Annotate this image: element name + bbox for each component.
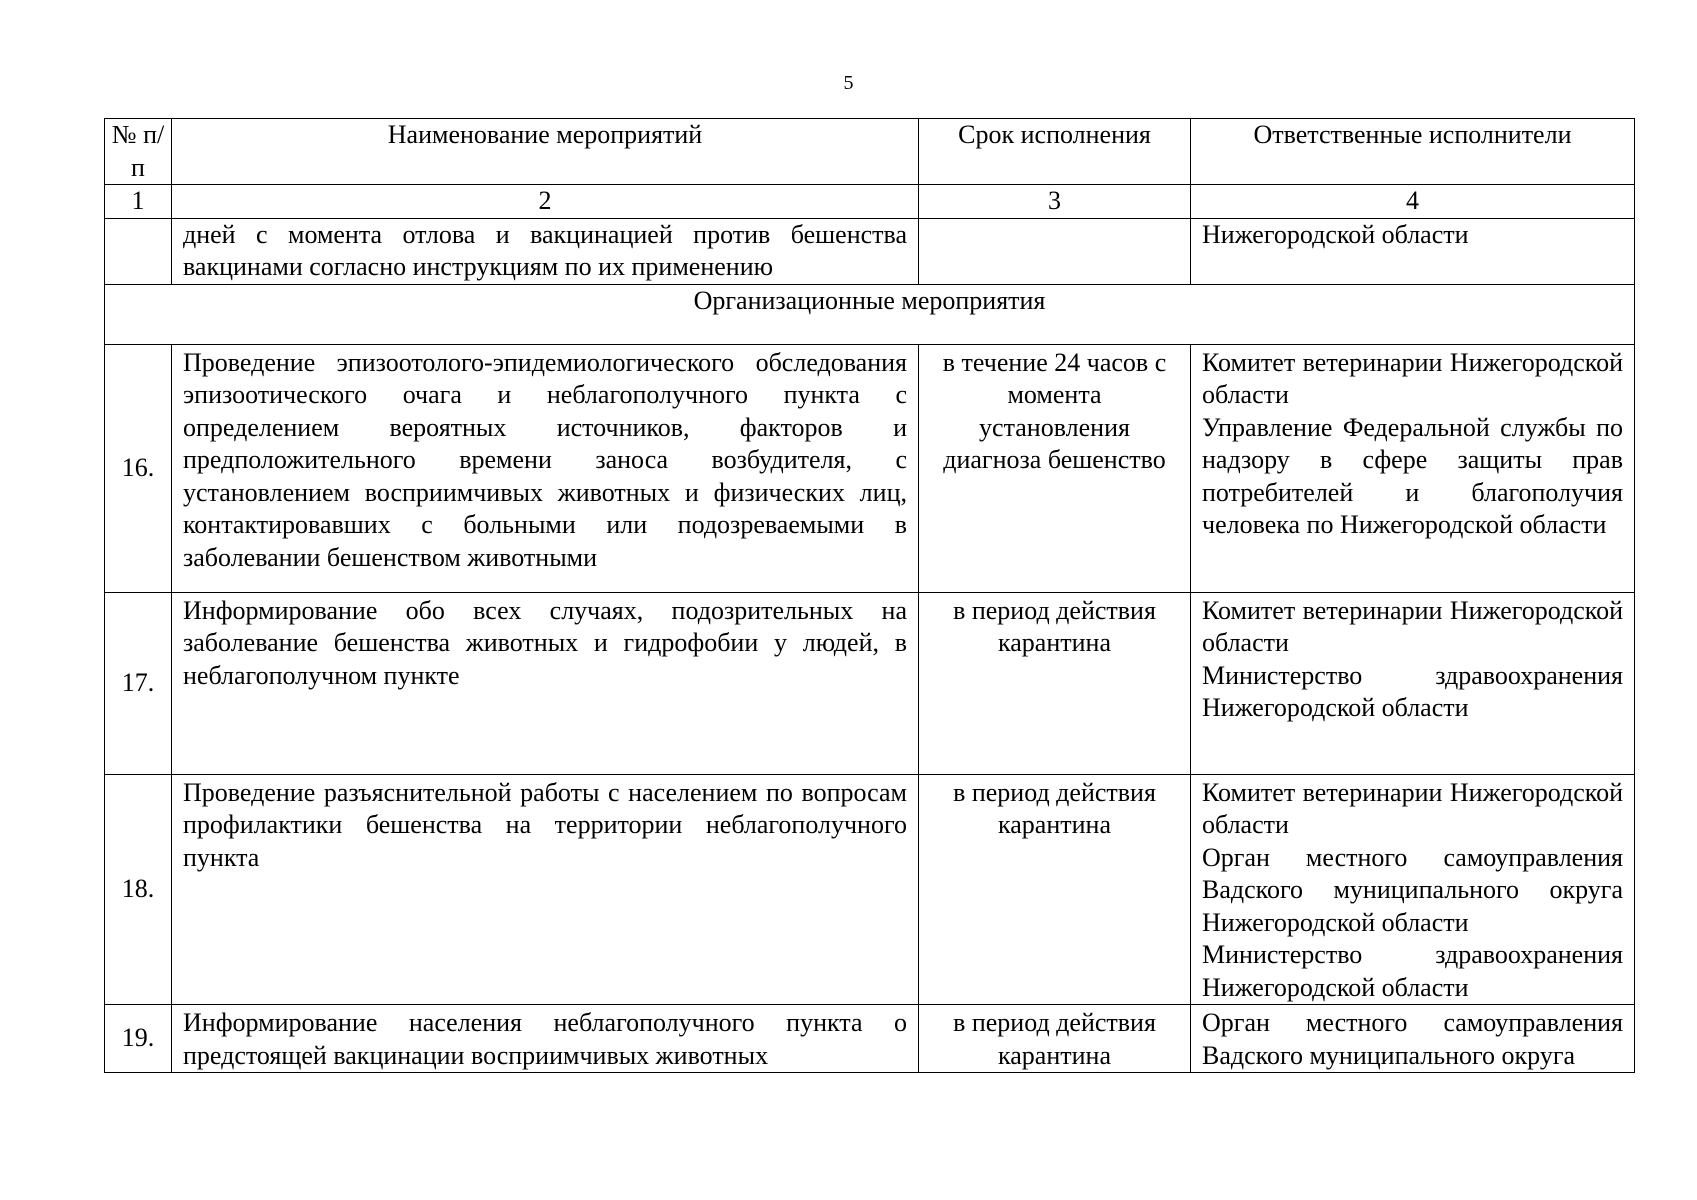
measure-responsible [1191, 592, 1635, 774]
responsible-entry: Комитет ветеринарии Нижегородской области [1202, 595, 1623, 657]
measure-term: в период действия карантина [919, 592, 1191, 774]
measures-table [104, 118, 1635, 1073]
responsible-entry: Министерство здравоохранения Нижегородской области [1202, 660, 1623, 722]
responsible-entry: Орган местного самоуправления Вадского муниципального округа [1202, 1008, 1623, 1070]
table-row [105, 592, 1635, 774]
responsible-entry: Министерство здравоохранения Нижегородской области [1202, 940, 1623, 1002]
column-number-row [105, 185, 1635, 219]
measure-term [919, 218, 1191, 284]
row-number: 17. [105, 592, 172, 774]
measure-responsible: Нижегородской области [1191, 218, 1635, 284]
measure-name: Проведение разъяснительной работы с населением по вопросам профилактики бешенства на территории неблагополучного пункта [172, 774, 919, 1005]
section-title: Организационные мероприятия [105, 284, 1635, 344]
measure-term: в период действия карантина [919, 774, 1191, 1005]
column-number: 1 [105, 185, 172, 219]
header-name: Наименование мероприятий [172, 119, 919, 185]
measure-term: в течение 24 часов с момента установления диагноза бешенство [919, 344, 1191, 592]
table-row [105, 344, 1635, 592]
header-num: № п/п [105, 119, 172, 185]
responsible-entry: Орган местного самоуправления Вадского муниципального округа Нижегородской области [1202, 842, 1623, 937]
row-number: 19. [105, 1005, 172, 1073]
measure-responsible [1191, 1005, 1635, 1073]
table-row [105, 1005, 1635, 1073]
measure-name: Информирование населения неблагополучного пункта о предстоящей вакцинации восприимчивых животных [172, 1005, 919, 1073]
measure-responsible [1191, 774, 1635, 1005]
row-number: 16. [105, 344, 172, 592]
responsible-entry: Управление Федеральной службы по надзору в сфере защиты прав потребителей и благополучия человека по Нижегородской области [1202, 412, 1623, 539]
measure-name: Информирование обо всех случаях, подозрительных на заболевание бешенства животных и гидрофобии у людей, в неблагополучном пункте [172, 592, 919, 774]
page-number: 5 [843, 72, 854, 94]
responsible-entry: Комитет ветеринарии Нижегородской области [1202, 777, 1623, 839]
header-term: Срок исполнения [919, 119, 1191, 185]
measure-responsible [1191, 344, 1635, 592]
row-number [105, 218, 172, 284]
table-row [105, 218, 1635, 284]
table-row [105, 774, 1635, 1005]
measure-name: Проведение эпизоотолого-эпидемиологического обследования эпизоотического очага и неблагополучного пункта с определением вероятных источников, факторов и предположительного времени заноса возбудителя, с установлением восприимчивых животных и физических лиц, контактировавших с больными или подозреваемыми в заболевании бешенством животными [172, 344, 919, 592]
header-responsible: Ответственные исполнители [1191, 119, 1635, 185]
column-number: 4 [1191, 185, 1635, 219]
column-number: 2 [172, 185, 919, 219]
measure-name: дней с момента отлова и вакцинацией против бешенства вакцинами согласно инструкциям по их применению [172, 218, 919, 284]
responsible-entry: Комитет ветеринарии Нижегородской области [1202, 347, 1623, 409]
measure-term: в период действия карантина [919, 1005, 1191, 1073]
section-row [105, 284, 1635, 344]
row-number: 18. [105, 774, 172, 1005]
table-header-row [105, 119, 1635, 185]
column-number: 3 [919, 185, 1191, 219]
